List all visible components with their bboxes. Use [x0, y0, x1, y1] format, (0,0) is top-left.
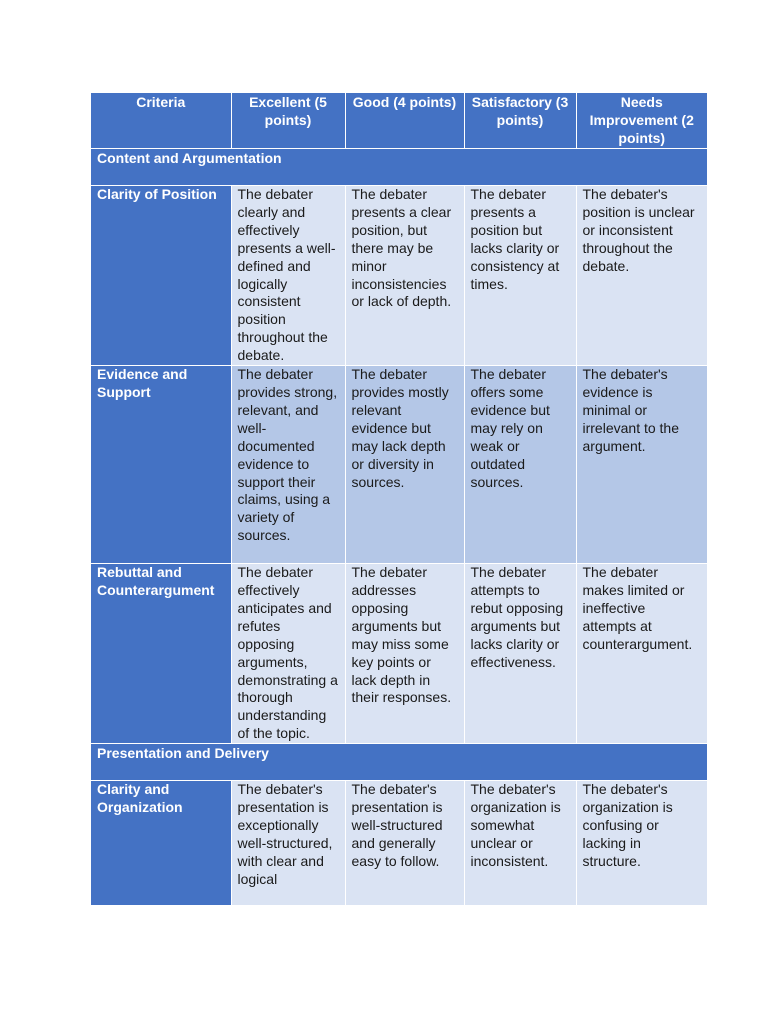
excellent-cell: The debater's presentation is exceptionally well-structured, with clear and logical — [231, 781, 345, 906]
header-needs-improvement: Needs Improvement (2 points) — [576, 93, 707, 149]
excellent-cell: The debater effectively anticipates and refutes opposing arguments, demonstrating a thorough understanding of the topic. — [231, 564, 345, 744]
section-row-content — [91, 149, 707, 186]
satisfactory-cell: The debater attempts to rebut opposing arguments but lacks clarity or effectiveness. — [464, 564, 576, 744]
rubric-table — [91, 93, 707, 906]
table-row — [91, 366, 707, 564]
needs-improvement-cell: The debater's evidence is minimal or irrelevant to the argument. — [576, 366, 707, 564]
satisfactory-cell: The debater presents a position but lacks clarity or consistency at times. — [464, 186, 576, 366]
good-cell: The debater addresses opposing arguments but may miss some key points or lack depth in their responses. — [345, 564, 464, 744]
section-row-presentation — [91, 744, 707, 781]
header-criteria: Criteria — [91, 93, 231, 149]
good-cell: The debater's presentation is well-structured and generally easy to follow. — [345, 781, 464, 906]
criterion-cell: Clarity of Position — [91, 186, 231, 366]
criterion-cell: Evidence and Support — [91, 366, 231, 564]
good-cell: The debater provides mostly relevant evidence but may lack depth or diversity in sources. — [345, 366, 464, 564]
needs-improvement-cell: The debater makes limited or ineffective attempts at counterargument. — [576, 564, 707, 744]
section-title: Presentation and Delivery — [91, 744, 707, 781]
header-satisfactory: Satisfactory (3 points) — [464, 93, 576, 149]
table-row — [91, 781, 707, 906]
table-row — [91, 564, 707, 744]
excellent-cell: The debater clearly and effectively presents a well-defined and logically consistent position throughout the debate. — [231, 186, 345, 366]
needs-improvement-cell: The debater's organization is confusing or lacking in structure. — [576, 781, 707, 906]
satisfactory-cell: The debater offers some evidence but may rely on weak or outdated sources. — [464, 366, 576, 564]
header-good: Good (4 points) — [345, 93, 464, 149]
section-title: Content and Argumentation — [91, 149, 707, 186]
excellent-cell: The debater provides strong, relevant, and well-documented evidence to support their claims, using a variety of sources. — [231, 366, 345, 564]
criterion-cell: Clarity and Organization — [91, 781, 231, 906]
satisfactory-cell: The debater's organization is somewhat unclear or inconsistent. — [464, 781, 576, 906]
header-row — [91, 93, 707, 149]
header-excellent: Excellent (5 points) — [231, 93, 345, 149]
criterion-cell: Rebuttal and Counterargument — [91, 564, 231, 744]
good-cell: The debater presents a clear position, but there may be minor inconsistencies or lack of depth. — [345, 186, 464, 366]
needs-improvement-cell: The debater's position is unclear or inconsistent throughout the debate. — [576, 186, 707, 366]
table-row — [91, 186, 707, 366]
